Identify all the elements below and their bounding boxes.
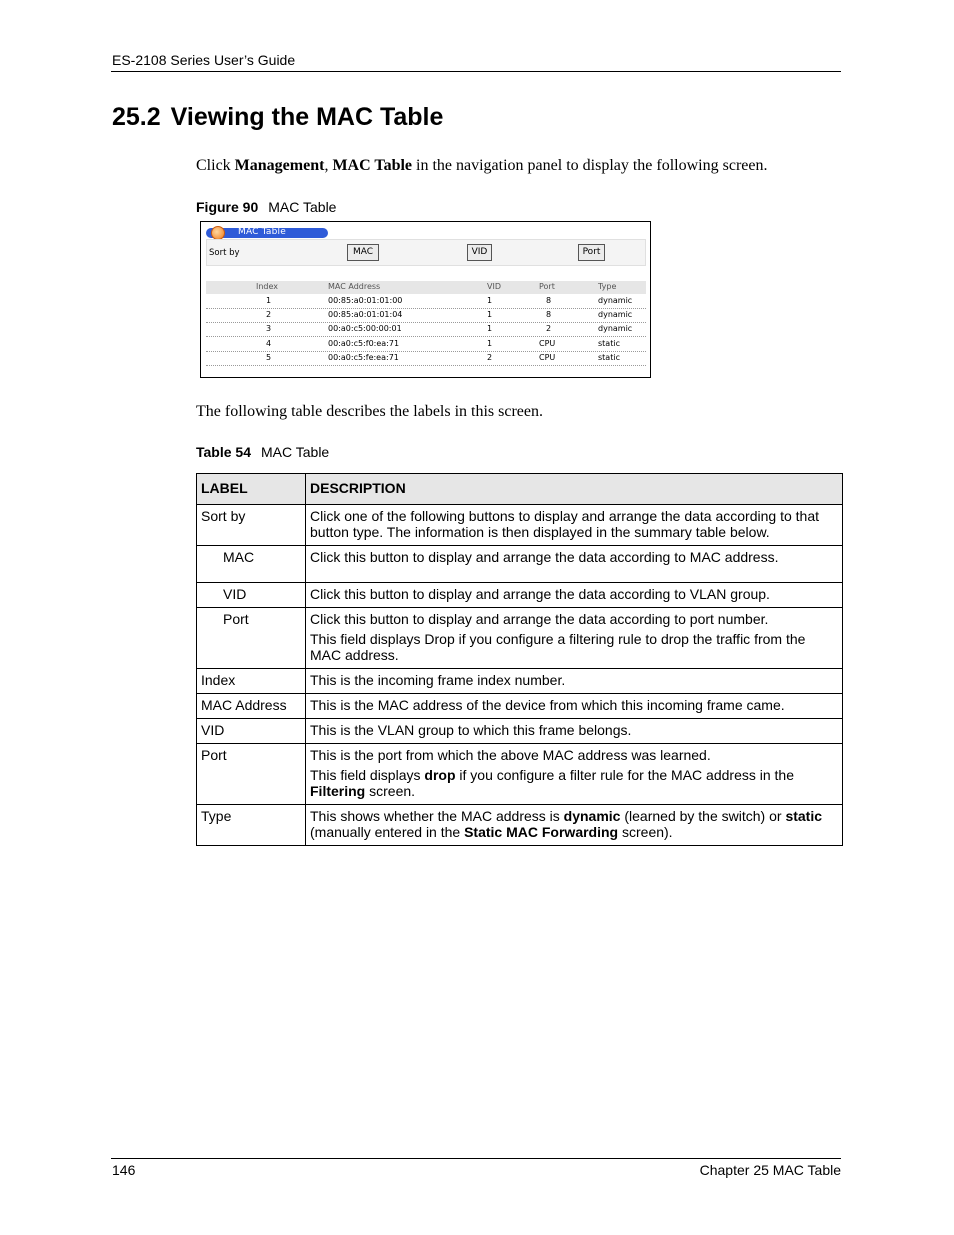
intro-separator: , [324,157,333,174]
sort-vid-button[interactable]: VID [467,244,492,261]
description-text: This field displays Drop if you configure a filtering rule to drop the traffic from the MAC address. [310,631,806,663]
section-number: 25.2 [112,103,161,131]
row-label: VID [197,719,306,744]
cell-mac-address: 00:a0:c5:00:00:01 [328,324,402,334]
cell-port: 2 [546,324,552,334]
cell-vid: 1 [487,338,493,348]
table-row [197,744,843,805]
cell-vid: 1 [487,324,493,334]
intro-suffix: in the navigation panel to display the following screen. [412,157,768,174]
cell-index: 4 [266,338,272,348]
row-divider [206,351,646,352]
orange-bullet-icon [211,226,225,240]
cell-port: 8 [546,296,552,305]
description-text: Click this button to display and arrange the data according to MAC address. [310,549,779,565]
table-row [197,583,843,608]
cell-vid: 2 [487,352,493,362]
text-run: (manually entered in the [310,824,465,840]
row-description [306,583,843,608]
col-mac-address-header: MAC Address [328,282,381,291]
sort-port-button[interactable]: Port [578,244,605,261]
col-index-header: Index [256,282,279,291]
bold-term: dynamic [563,808,621,824]
row-description [306,669,843,694]
cell-vid: 1 [487,296,493,305]
bold-term: Filtering [310,783,366,799]
table-row [197,505,843,546]
table-caption-text: MAC Table [261,444,330,460]
row-label: VID [197,583,306,608]
row-divider [206,308,646,309]
cell-mac-address: 00:85:a0:01:01:04 [328,310,403,320]
figure-caption-label: Figure 90 [196,199,259,215]
cell-port: CPU [539,352,556,362]
running-header: ES-2108 Series User’s Guide [112,52,296,68]
cell-type: dynamic [598,310,633,320]
sort-mac-button[interactable]: MAC [347,244,379,261]
row-description [306,805,843,846]
label-description-table [196,473,843,846]
cell-type: static [598,338,620,348]
row-label: Index [197,669,306,694]
row-description [306,744,843,805]
chapter-footer: Chapter 25 MAC Table [699,1162,841,1178]
intro-bold-management: Management [234,157,325,174]
screen-title: MAC Table [238,227,286,237]
text-run: screen). [618,824,673,840]
row-description [306,694,843,719]
cell-index: 3 [266,324,272,334]
bold-term: drop [424,767,456,783]
intro-paragraph [196,157,767,175]
row-description [306,505,843,546]
text-run: if you configure a filter rule for the MAC address in the [455,767,794,783]
description-text: This is the incoming frame index number. [310,672,566,688]
row-label: Sort by [197,505,306,546]
cell-type: dynamic [598,324,633,334]
description-column-header: DESCRIPTION [306,474,843,505]
cell-index: 5 [266,352,272,362]
figure-caption [196,199,336,215]
row-divider [206,336,646,337]
footer-rule [111,1158,841,1159]
text-run: (learned by the switch) or [620,808,786,824]
sort-by-label: Sort by [209,248,240,258]
table-row [197,719,843,744]
cell-port: CPU [539,338,556,348]
cell-index: 2 [266,310,272,320]
row-description [306,608,843,669]
bold-term: static [785,808,823,824]
section-heading [112,103,443,132]
bold-term: Static MAC Forwarding [464,824,619,840]
row-label: Type [197,805,306,846]
description-text: Click one of the following buttons to display and arrange the data according to that button type. The information is then displayed in the summary table below. [310,508,819,540]
description-text: Click this button to display and arrange the data according to VLAN group. [310,586,770,602]
description-text [310,767,838,799]
cell-vid: 1 [487,310,493,320]
table-row [197,805,843,846]
table-row [197,669,843,694]
cell-mac-address: 00:a0:c5:fe:ea:71 [328,352,399,362]
cell-index: 1 [266,296,272,305]
description-text: This is the port from which the above MAC address was learned. [310,747,711,763]
figure-caption-text: MAC Table [268,199,337,215]
description-text: This is the MAC address of the device from which this incoming frame came. [310,697,785,713]
text-run: screen. [365,783,416,799]
header-rule [111,71,841,72]
label-column-header: LABEL [197,474,306,505]
description-text: Click this button to display and arrange the data according to port number. [310,611,769,627]
row-description [306,546,843,583]
cell-port: 8 [546,310,552,320]
row-divider [206,365,646,366]
row-label: Port [197,744,306,805]
table-row [197,546,843,583]
table-row [197,608,843,669]
text-run: This field displays [310,767,425,783]
cell-type: dynamic [598,296,633,305]
page-number: 146 [112,1162,136,1178]
description-text: This is the VLAN group to which this frame belongs. [310,722,632,738]
description-text [310,808,838,840]
table-caption [196,444,329,460]
cell-mac-address: 00:85:a0:01:01:00 [328,296,403,305]
mac-table-screenshot [200,221,651,378]
table-header-row [197,474,843,505]
table-caption-label: Table 54 [196,444,251,460]
row-label: MAC [197,546,306,583]
intro-text: Click [196,157,235,174]
col-type-header: Type [598,282,617,291]
row-divider [206,322,646,323]
cell-mac-address: 00:a0:c5:f0:ea:71 [328,338,400,348]
col-port-header: Port [539,282,555,291]
col-vid-header: VID [487,282,501,291]
row-label: Port [197,608,306,669]
section-title: Viewing the MAC Table [170,103,444,131]
row-description [306,719,843,744]
text-run: This shows whether the MAC address is [310,808,564,824]
table-intro-paragraph: The following table describes the labels in this screen. [196,403,544,420]
row-label: MAC Address [197,694,306,719]
table-row [197,694,843,719]
cell-type: static [598,352,620,362]
intro-bold-mac-table: MAC Table [332,157,413,174]
